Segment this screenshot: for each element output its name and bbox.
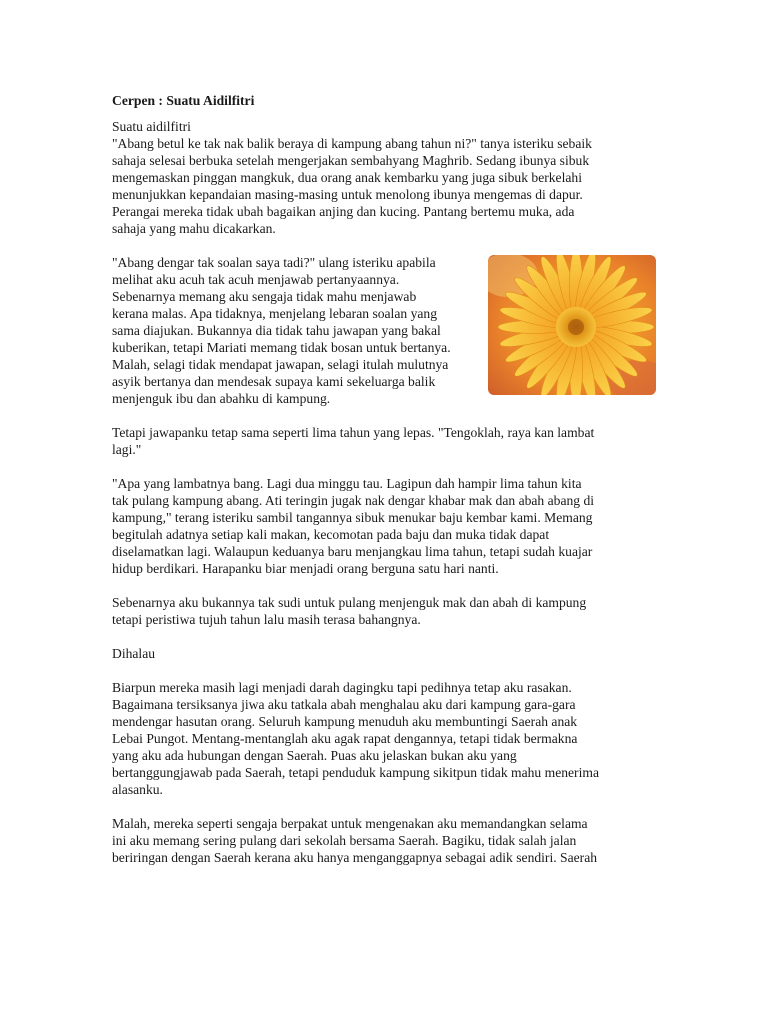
text-line: Suatu aidilfitri: [112, 119, 191, 134]
paragraph-4: [112, 475, 657, 577]
text-line: lagi.": [112, 442, 142, 457]
text-line: ini aku memang sering pulang dari sekolah bersama Saerah. Bagiku, tidak salah jalan: [112, 833, 577, 848]
text-line: kerana malas. Apa tidaknya, menjelang lebaran soalan yang: [112, 306, 437, 321]
text-line: asyik bertanya dan mendesak supaya kami sekeluarga balik: [112, 374, 436, 389]
text-line: hidup berdikari. Harapanku biar menjadi orang berguna satu hari nanti.: [112, 561, 499, 576]
text-line: sama diajukan. Bukannya dia tidak tahu jawapan yang bakal: [112, 323, 441, 338]
text-line: begitulah adatnya setiap kali makan, kecomotan pada baju dan muka tidak dapat: [112, 527, 550, 542]
text-line: beriringan dengan Saerah kerana aku hanya menganggapnya sebagai adik sendiri. Saerah: [112, 850, 598, 865]
text-line: melihat aku acuh tak acuh menjawab pertanyaannya.: [112, 272, 400, 287]
heading-dihalau: Dihalau: [112, 646, 156, 661]
text-line: Lebai Pungot. Mentang-mentanglah aku agak rapat dengannya, tetapi tidak bermakna: [112, 731, 578, 746]
story-body: [112, 92, 657, 883]
text-line: alasanku.: [112, 782, 163, 797]
text-line: Biarpun mereka masih lagi menjadi darah dagingku tapi pedihnya tetap aku rasakan.: [112, 680, 572, 695]
text-line: sahaja selesai berbuka setelah mengerjakan sembahyang Maghrib. Sedang ibunya sibuk: [112, 153, 590, 168]
text-line: Malah, mereka seperti sengaja berpakat untuk mengenakan aku memandangkan selama: [112, 816, 588, 831]
text-line: menunjukkan kepandaian masing-masing untuk menolong ibunya mengemas di dapur.: [112, 187, 583, 202]
section-heading: [112, 645, 657, 662]
text-line: bertanggungjawab pada Saerah, tetapi penduduk kampung sikitpun tidak mahu menerima: [112, 765, 599, 780]
text-line: "Abang dengar tak soalan saya tadi?" ulang isteriku apabila: [112, 255, 436, 270]
paragraph-6: [112, 679, 657, 798]
text-line: kampung," terang isteriku sambil tangannya sibuk menukar baju kembar kami. Memang: [112, 510, 593, 525]
text-line: mendengar hasutan orang. Seluruh kampung menuduh aku membuntingi Saerah anak: [112, 714, 578, 729]
text-line: mengemaskan pinggan mangkuk, dua orang anak kembarku yang juga sibuk berkelahi: [112, 170, 582, 185]
text-line: Sebenarnya aku bukannya tak sudi untuk pulang menjenguk mak dan abah di kampung: [112, 595, 587, 610]
text-line: menjenguk ibu dan abahku di kampung.: [112, 391, 331, 406]
text-line: Malah, selagi tidak mendapat jawapan, selagi itulah mulutnya: [112, 357, 449, 372]
text-line: kuberikan, tetapi Mariati memang tidak bosan untuk bertanya.: [112, 340, 451, 355]
text-line: Perangai mereka tidak ubah bagaikan anjing dan kucing. Pantang bertemu muka, ada: [112, 204, 575, 219]
text-line: tak pulang kampung abang. Ati teringin jugak nak dengar khabar mak dan abah abang di: [112, 493, 595, 508]
paragraph-7: [112, 815, 657, 866]
text-line: sahaja yang mahu dicakarkan.: [112, 221, 276, 236]
text-line: Bagaimana tersiksanya jiwa aku tatkala abah menghalau aku dari kampung gara-gara: [112, 697, 576, 712]
paragraph-5: [112, 594, 657, 628]
flower-image: [488, 255, 656, 395]
text-line: Tetapi jawapanku tetap sama seperti lima tahun yang lepas. "Tengoklah, raya kan lambat: [112, 425, 595, 440]
text-line: "Apa yang lambatnya bang. Lagi dua minggu tau. Lagipun dah hampir lima tahun kita: [112, 476, 582, 491]
text-line: Sebenarnya memang aku sengaja tidak mahu menjawab: [112, 289, 417, 304]
paragraph-3: [112, 424, 657, 458]
text-line: tetapi peristiwa tujuh tahun lalu masih terasa bahangnya.: [112, 612, 421, 627]
text-line: diselamatkan lagi. Walaupun keduanya baru menjangkau lima tahun, tetapi sudah kuajar: [112, 544, 593, 559]
paragraph-1: [112, 118, 657, 237]
orange-flower-photo: [488, 255, 656, 395]
text-line: "Abang betul ke tak nak balik beraya di kampung abang tahun ni?" tanya isteriku sebaik: [112, 136, 592, 151]
story-title: Cerpen : Suatu Aidilfitri: [112, 93, 255, 108]
text-line: yang aku ada hubungan dengan Saerah. Puas aku jelaskan bukan aku yang: [112, 748, 517, 763]
